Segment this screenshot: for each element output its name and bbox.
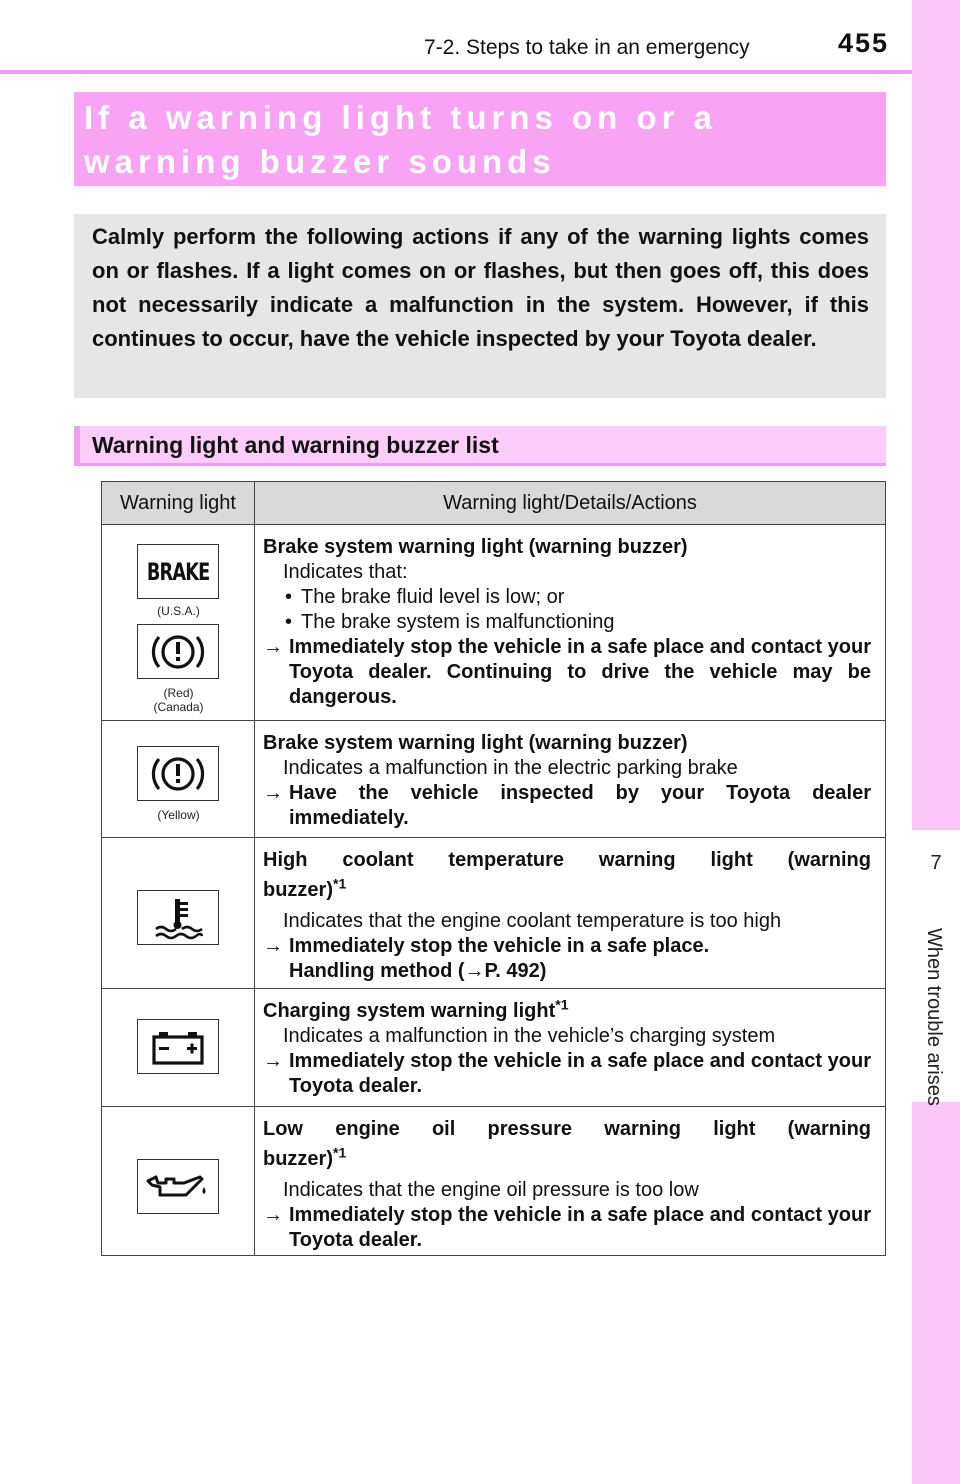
table-header	[102, 482, 885, 525]
brake-text-icon	[137, 544, 219, 599]
footnote-mark: *1	[333, 1144, 347, 1161]
light-title: Brake system warning light (warning buzzer)	[263, 732, 688, 754]
details-cell	[255, 525, 885, 720]
details-cell	[255, 1107, 885, 1255]
oil-can-icon	[137, 1159, 219, 1214]
brake-icon-label: BRAKE	[146, 557, 210, 586]
page-number: 455	[838, 28, 890, 58]
column-header-details: Warning light/Details/Actions	[443, 492, 697, 514]
warning-light-cell	[102, 1107, 255, 1255]
subsection-heading	[74, 426, 886, 466]
chapter-label: When trouble arises	[923, 928, 945, 1106]
list-item: • The brake system is malfunctioning	[283, 610, 871, 635]
light-action	[263, 934, 871, 984]
brake-circle-exclamation-icon	[137, 624, 219, 679]
action-text: Immediately stop the vehicle in a safe place and contact your Toyota dealer.	[289, 1204, 871, 1251]
light-title: Brake system warning light (warning buzzer)	[263, 536, 688, 558]
action-text: Immediately stop the vehicle in a safe place and contact your Toyota dealer.	[289, 1050, 871, 1097]
subsection-rule	[74, 463, 886, 466]
brake-circle-exclamation-icon	[137, 746, 219, 801]
details-cell	[255, 989, 885, 1106]
page-reference-link[interactable]: P. 492)	[484, 960, 547, 982]
details-cell	[255, 838, 885, 988]
light-indicates: Indicates that the engine coolant temperature is too high	[283, 910, 782, 932]
warning-light-cell	[102, 838, 255, 988]
light-action	[263, 781, 871, 831]
footnote-mark: *1	[555, 996, 569, 1013]
header-rule	[0, 70, 912, 74]
light-title: Low engine oil pressure warning light (warning	[263, 1118, 871, 1140]
table-row	[102, 525, 885, 721]
light-indicates: Indicates a malfunction in the electric parking brake	[283, 757, 738, 779]
light-action	[263, 1049, 871, 1099]
light-title	[263, 996, 871, 1024]
warning-light-cell	[102, 525, 255, 720]
light-title-cont	[263, 1144, 871, 1172]
chapter-tab	[912, 0, 960, 1484]
table-row	[102, 838, 885, 989]
light-action	[263, 635, 871, 710]
icon-caption: (Yellow)	[157, 808, 200, 822]
bullet-list	[263, 585, 871, 635]
details-cell	[255, 721, 885, 837]
list-item: • The brake fluid level is low; or	[283, 585, 871, 610]
arrow-icon: →	[263, 935, 283, 957]
coolant-temperature-icon	[137, 890, 219, 945]
section-heading: 7-2. Steps to take in an emergency	[424, 36, 750, 59]
title-text: buzzer)	[263, 879, 333, 901]
warning-light-cell	[102, 989, 255, 1106]
warning-light-table	[101, 481, 886, 1256]
title-text: Charging system warning light	[263, 1000, 556, 1022]
page-title-banner	[74, 92, 886, 186]
table-row	[102, 989, 885, 1107]
table-row	[102, 721, 885, 838]
light-indicates: Indicates that:	[283, 561, 408, 583]
light-action	[263, 1203, 871, 1253]
light-indicates: Indicates that the engine oil pressure is too low	[283, 1179, 699, 1201]
intro-box	[74, 214, 886, 398]
light-title: High coolant temperature warning light (warning	[263, 849, 871, 871]
light-indicates: Indicates a malfunction in the vehicle’s charging system	[283, 1025, 776, 1047]
page-title: If a warning light turns on or a warning buzzer sounds	[84, 99, 718, 180]
action-text: Have the vehicle inspected by your Toyota dealer immediately.	[289, 782, 871, 829]
footnote-mark: *1	[333, 875, 347, 892]
action-text: Immediately stop the vehicle in a safe place and contact your Toyota dealer. Continuing to drive the vehicle may be dangerous.	[289, 636, 871, 708]
subsection-accent-bar	[74, 426, 80, 466]
action-text: Immediately stop the vehicle in a safe place.	[289, 935, 710, 957]
column-header-light: Warning light	[102, 482, 255, 524]
subsection-title: Warning light and warning buzzer list	[92, 432, 499, 458]
arrow-icon: →	[263, 636, 283, 658]
chapter-number: 7	[930, 852, 942, 874]
light-title-cont	[263, 875, 871, 903]
action-text: Handling method (	[289, 960, 465, 982]
title-text: buzzer)	[263, 1148, 333, 1170]
warning-light-cell	[102, 721, 255, 837]
intro-text: Calmly perform the following actions if any of the warning lights comes on or flashes. If a light comes on or flashes, but then goes off, this does not necessarily indicate a malfunction in the system. However, if this continues to occur, have the vehicle inspected by your Toyota dealer.	[92, 224, 869, 351]
battery-icon	[137, 1019, 219, 1074]
arrow-icon: →	[263, 1050, 283, 1072]
arrow-icon: →	[263, 782, 283, 804]
arrow-icon: →	[263, 1204, 283, 1226]
arrow-icon: →	[464, 960, 485, 982]
table-row	[102, 1107, 885, 1255]
icon-caption: (U.S.A.)	[157, 604, 200, 618]
icon-caption: (Red) (Canada)	[153, 686, 204, 714]
